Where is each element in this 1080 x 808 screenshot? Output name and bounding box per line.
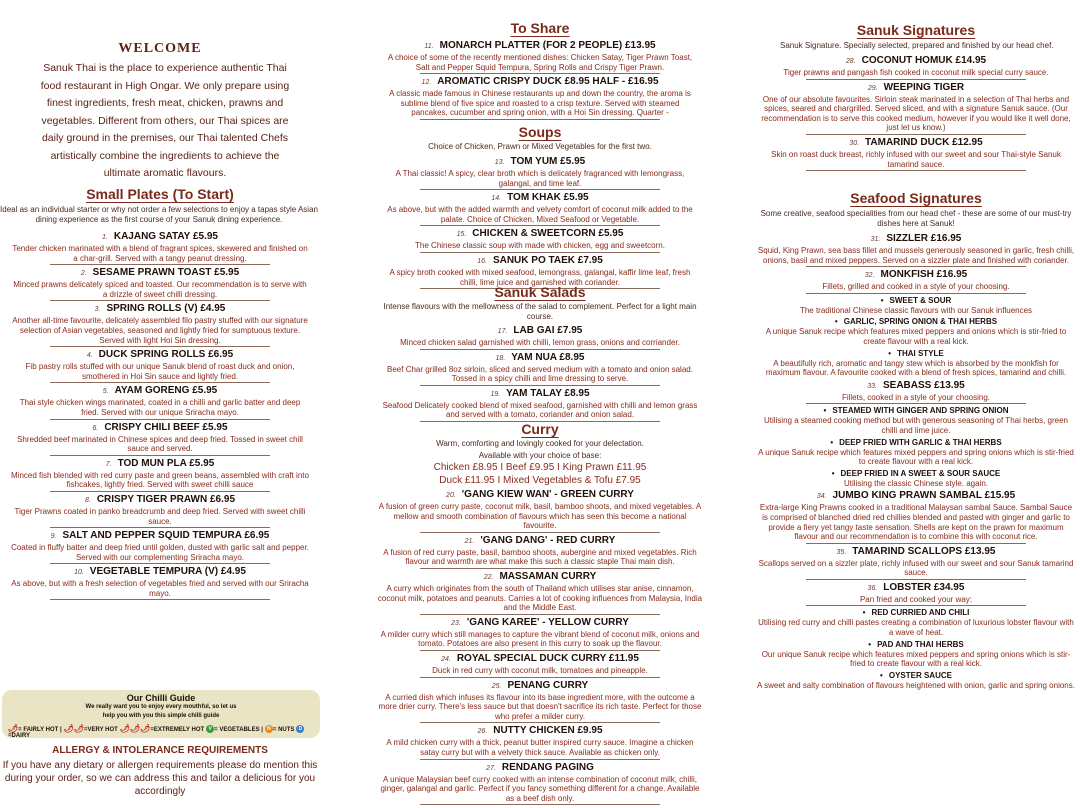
item-name: TOM KHAK £5.95 — [507, 192, 589, 204]
item-title — [372, 725, 708, 738]
item-name: SPRING ROLLS (V) £4.95 — [106, 303, 226, 315]
divider — [50, 419, 270, 420]
item-number: 24. — [441, 655, 451, 663]
divider — [50, 300, 270, 301]
item-number: 18. — [495, 354, 506, 362]
curry-intro: Warm, comforting and lovingly cooked for your delectation. — [436, 439, 644, 448]
item-name: TOD MUN PLA £5.95 — [117, 457, 215, 469]
item-title — [752, 380, 1080, 393]
item-title — [372, 535, 708, 548]
menu-item — [372, 535, 708, 569]
sub-option-description: Utilising red curry and chilli pastes creating a combination of luxurious lobster flavour with a wave of heat. — [758, 618, 1074, 638]
curry-base-line2: Duck £11.95 I Mixed Vegetables & Tofu £7.95 — [439, 475, 641, 486]
sub-option-title: • OYSTER SAUCE — [752, 671, 1080, 681]
item-number: 31. — [870, 236, 881, 243]
divider — [50, 455, 270, 456]
divider — [806, 543, 1026, 544]
sub-option-title: • DEEP FRIED WITH GARLIC & THAI HERBS — [752, 438, 1080, 448]
item-description: Beef Char grilled 8oz sirloin, sliced and served medium with a tomato and onion salad. Tossed in a spicy chilli and lime dressing to serve. — [387, 364, 693, 384]
legend-label: =DAIRY — [8, 733, 30, 740]
menu-item — [372, 653, 708, 678]
item-number: 12. — [421, 79, 432, 87]
item-title — [372, 680, 708, 693]
item-name: NUTTY CHICKEN £9.95 — [493, 725, 603, 737]
item-title — [372, 617, 708, 630]
divider — [420, 385, 660, 386]
item-description: Duck in red curry with coconut milk, tomatoes and pineapple. — [432, 665, 648, 675]
divider — [806, 605, 1026, 606]
menu-item — [752, 82, 1080, 135]
small-plates-title: Small Plates (To Start) — [86, 186, 234, 202]
item-name: AYAM GORENG £5.95 — [114, 385, 218, 397]
legend-label: =VERY HOT — [84, 727, 118, 733]
item-number: 5. — [102, 388, 109, 396]
item-name: AROMATIC CRISPY DUCK £8.95 HALF - £16.95 — [437, 76, 659, 88]
item-title — [752, 546, 1080, 559]
item-description: A spicy broth cooked with mixed seafood, lemongrass, galangal, kaffir lime leaf, fresh chilli, lime juice and garnished with coriander. — [389, 267, 691, 287]
item-description: A mild chicken curry with a thick, peanut butter inspired curry sauce. Imagine a chicken satay curry but with a velvety thick sauce. Available as chicken only. — [386, 738, 694, 757]
item-number: 10. — [74, 569, 84, 577]
menu-item — [372, 156, 708, 190]
divider — [420, 614, 660, 615]
item-title — [752, 490, 1080, 503]
item-number: 27. — [486, 764, 496, 772]
item-name: SANUK PO TAEK £7.95 — [492, 254, 603, 266]
menu-item — [0, 530, 320, 564]
divider — [806, 266, 1026, 267]
item-title — [752, 55, 1080, 68]
menu-item — [372, 352, 708, 386]
menu-item — [0, 458, 320, 492]
item-description: A curried dish which infuses its flavour into its base ingredient more, with the outcome a more drier curry. There's less sauce but that doesn't sacrifice its rich taste. Perfect for those who prefer a milder curry. — [378, 692, 702, 721]
item-description: A Thai classic! A spicy, clear broth which is delicately fragranced with lemongrass, galangal, and time leaf. — [395, 169, 685, 188]
dairy-icon: D — [296, 725, 304, 733]
item-name: WEEPING TIGER — [883, 81, 965, 93]
sub-option-description: Utilising the classic Chinese style. again. — [843, 478, 989, 488]
item-name: YAM TALAY £8.95 — [506, 387, 590, 399]
divider — [50, 264, 270, 265]
divider — [50, 491, 270, 492]
item-description: Squid, King Prawn, sea bass fillet and mussels generously seasoned in garlic, fresh chilli, onions, basil and mixed peppers. Served on a sizzler plate and finished with coriander. — [757, 246, 1075, 265]
divider — [806, 293, 1026, 294]
sub-option-description: A beautifully rich, aromatic and tangy stew which is absorbed by the monkfish for maximum flavour. A favourite cooked with a blend of fresh spices, tamarind and chilli. — [765, 358, 1067, 378]
divider — [806, 579, 1026, 580]
menu-item — [0, 231, 320, 265]
item-title — [752, 82, 1080, 95]
small-plates-section — [0, 186, 320, 602]
sub-option-description: Our unique Sanuk recipe which features mixed peppers and spring onions which is stir-fried to create flavour with a real kick. — [761, 649, 1071, 669]
divider — [50, 563, 270, 564]
signatures-list — [752, 55, 1080, 171]
item-title — [752, 269, 1080, 282]
item-name: KAJANG SATAY £5.95 — [113, 231, 218, 242]
item-number: 11. — [424, 43, 434, 50]
item-description: Fib pastry rolls stuffed with our unique Sanuk blend of roast duck and onion, smothered in Hoi Sin sauce and lightly fried. — [25, 362, 295, 381]
divider — [50, 346, 270, 347]
menu-item — [372, 725, 708, 759]
divider — [420, 722, 660, 723]
soups-section — [372, 124, 708, 291]
middle-column — [372, 0, 708, 808]
menu-item — [372, 680, 708, 724]
menu-item — [372, 40, 708, 74]
divider — [420, 189, 660, 190]
item-description: Extra-large King Prawns cooked in a traditional Malaysan sambal Sauce. Sambal Sauce is comprised of blanched dried red chillies blended and pasted with ginger and garlic to provide a fiery yet tangy taste sensation. Shells are kept on the prawn for maximum flavour and our recommendation is to combine this with coconut rice. — [759, 503, 1073, 542]
item-description: Tender chicken marinated with a blend of fragrant spices, skewered and finished on a char-grill. Served with a tangy peanut dressing. — [12, 244, 308, 263]
curry-base-line1: Chicken £8.95 I Beef £9.95 I King Prawn £11.95 — [433, 462, 647, 473]
divider — [420, 568, 660, 569]
item-title — [0, 267, 320, 280]
item-name: RENDANG PAGING — [501, 761, 594, 773]
menu-item — [752, 546, 1080, 580]
item-name: VEGETABLE TEMPURA (V) £4.95 — [89, 566, 246, 578]
menu-item — [752, 582, 1080, 691]
chili-icon: 🌶🌶 — [63, 724, 84, 733]
item-number: 22. — [483, 573, 494, 581]
item-number: 19. — [490, 390, 501, 398]
menu-item — [0, 349, 320, 383]
item-name: 'GANG KIEW WAN' - GREEN CURRY — [461, 489, 634, 500]
item-description: Skin on roast duck breast, richly infused with our sweet and sour Thai-style Sanuk tamarind sauce. — [771, 149, 1061, 169]
item-number: 16. — [477, 257, 487, 265]
item-name: LAB GAI £7.95 — [513, 325, 583, 336]
item-title — [0, 494, 320, 507]
chili-guide-line1: We really want you to enjoy every mouthful, so let us — [85, 704, 237, 710]
curry-list — [372, 489, 708, 805]
legend-label: = NUTS — [272, 727, 295, 733]
item-description: Scallops served on a sizzler plate, richly infused with our sweet and sour Sanuk tamarind sauce. — [758, 558, 1074, 578]
divider — [420, 759, 660, 760]
curry-section — [372, 421, 708, 807]
item-title — [752, 582, 1080, 595]
sub-option-title: • THAI STYLE — [752, 349, 1080, 359]
item-number: 20. — [446, 492, 456, 499]
sub-option-title: • STEAMED WITH GINGER AND SPRING ONION — [752, 406, 1080, 416]
item-number: 6. — [92, 424, 99, 432]
item-description: A milder curry which still manages to capture the vibrant blend of coconut milk, onions and tomato. Potatoes are also present in this curry to soak up the flavour. — [380, 629, 700, 649]
item-name: SESAME PRAWN TOAST £5.95 — [92, 267, 240, 279]
item-name: JUMBO KING PRAWN SAMBAL £15.95 — [832, 490, 1016, 502]
vegetables-icon: V — [206, 725, 214, 733]
item-name: DUCK SPRING ROLLS £6.95 — [98, 349, 234, 361]
item-name: YAM NUA £8.95 — [511, 351, 585, 363]
item-number: 7. — [105, 460, 112, 468]
item-name: MONARCH PLATTER (FOR 2 PEOPLE) £13.95 — [439, 40, 656, 51]
legend-label: =EXTREMELY HOT — [150, 727, 205, 733]
seafood-section — [752, 190, 1080, 692]
item-number: 23. — [451, 619, 461, 627]
item-description: Coated in fluffy batter and deep fried until golden, dusted with garlic salt and pepper. Served with our complementing Sriracha mayo. — [11, 543, 309, 562]
item-number: 30. — [849, 139, 860, 147]
item-description: Seafood Delicately cooked blend of mixed seafood, garnished with chilli and lemon grass and served with a tomato, coriander and onion salad. — [382, 400, 698, 420]
menu-item — [0, 385, 320, 419]
item-title — [0, 530, 320, 543]
item-description: Tiger Prawns coated in panko breadcrumb and deep fried. Served with sweet chilli sauce. — [14, 506, 306, 526]
curry-title: Curry — [521, 421, 559, 437]
divider — [420, 677, 660, 678]
item-title — [372, 228, 708, 241]
soups-title: Soups — [518, 124, 562, 140]
item-description: A choice of some of the recently mentioned dishes: Chicken Satay, Tiger Prawn Toast, Salt and Pepper Squid Tempura, Spring Rolls and Crispy Tiger Prawn. — [387, 53, 693, 72]
item-name: CHICKEN & SWEETCORN £5.95 — [472, 228, 624, 240]
item-description: A fusion of red curry paste, basil, bamboo shoots, aubergine and mixed vegetables. Rich flavour and warmth are what make this such a classic staple Thai main dish. — [383, 547, 697, 567]
item-title — [0, 458, 320, 471]
item-description: Fillets, grilled and cooked in a style of your choosing. — [822, 282, 1010, 292]
sub-option-title: • RED CURRIED AND CHILI — [752, 608, 1080, 618]
item-name: LOBSTER £34.95 — [883, 581, 965, 593]
item-title — [0, 349, 320, 362]
item-description: Shredded beef marinated in Chinese spices and deep fried. Tossed in sweet chill sauce and served. — [17, 434, 303, 454]
right-column — [752, 0, 1080, 808]
legend-label: = VEGETABLES | — [214, 727, 263, 733]
item-title — [372, 192, 708, 205]
menu-item — [372, 571, 708, 615]
menu-item — [752, 269, 1080, 378]
item-title — [372, 653, 708, 666]
item-description: A fusion of green curry paste, coconut milk, basil, bamboo shoots, and mixed vegetables. A mellow and smooth combination of flavours which has seen this become a national favourite. — [378, 502, 702, 531]
item-number: 4. — [86, 352, 93, 360]
item-description: As above, but with a fresh selection of vegetables fried and served with our Sriracha mayo. — [11, 579, 309, 598]
salads-section — [372, 284, 708, 424]
chili-guide-title: Our Chilli Guide — [126, 693, 196, 703]
divider — [420, 650, 660, 651]
allergy-text: If you have any dietary or allergen requirements please do mention this during your order, so we can address this and tailor a delicious for you accordingly — [2, 760, 318, 797]
item-number: 26. — [477, 728, 488, 736]
left-column — [0, 0, 320, 808]
menu-item — [0, 303, 320, 347]
item-title — [372, 255, 708, 268]
item-number: 36. — [867, 584, 878, 592]
item-number: 14. — [491, 195, 502, 203]
small-plates-intro: Ideal as an individual starter or why not order a few selections to enjoy a tapas style Asian dining experience as the first course of your Sanuk dining experience. — [0, 205, 318, 224]
item-name: SEABASS £13.95 — [883, 379, 965, 391]
chili-guide — [2, 690, 320, 738]
item-title — [372, 76, 708, 89]
item-title — [372, 352, 708, 365]
sub-option-title: • PAD AND THAI HERBS — [752, 640, 1080, 650]
sub-option-description: A unique Sanuk recipe which features mixed peppers and spring onions which is stir-fried to create flavour with a real kick. — [758, 447, 1074, 467]
item-description: Minced fish blended with red curry paste and green beans, assembled with craft into fishcakes, lightly fried. Served with sweet chilli sauce — [11, 470, 309, 490]
salads-title: Sanuk Salads — [494, 284, 586, 300]
item-name: COCONUT HOMUK £14.95 — [861, 55, 987, 66]
item-number: 1. — [102, 234, 108, 241]
item-description: Minced prawns delicately spiced and toasted. Our recommendation is to serve with a drizzle of sweet chilli dressing. — [13, 280, 307, 299]
item-number: 15. — [456, 231, 467, 239]
item-title — [372, 388, 708, 401]
item-title — [752, 233, 1080, 246]
divider — [806, 79, 1026, 80]
item-description: Pan fried and cooked your way: — [859, 594, 973, 604]
item-name: ROYAL SPECIAL DUCK CURRY £11.95 — [456, 652, 639, 664]
salads-list — [372, 325, 708, 422]
item-title — [372, 325, 708, 338]
item-title — [372, 571, 708, 584]
item-number: 13. — [494, 159, 505, 166]
item-number: 8. — [84, 496, 91, 504]
item-title — [372, 156, 708, 169]
item-name: TAMARIND SCALLOPS £13.95 — [852, 545, 996, 557]
item-name: MONKFISH £16.95 — [880, 269, 968, 281]
menu-item — [0, 267, 320, 301]
sub-option-description: A sweet and salty combination of flavours heightened with onion, garlic and spring onions. — [757, 680, 1075, 690]
to-share-section — [372, 20, 708, 122]
menu-item — [372, 325, 708, 350]
item-description: Minced chicken salad garnished with chilli, lemon grass, onions and corriander. — [400, 338, 680, 347]
item-name: MASSAMAN CURRY — [499, 570, 597, 582]
divider — [806, 403, 1026, 404]
to-share-title: To Share — [510, 20, 570, 36]
salads-intro: Intense flavours with the mellowness of the salad to complement. Perfect for a light main course. — [383, 302, 697, 321]
sub-option-title: • GARLIC, SPRING ONION & THAI HERBS — [752, 317, 1080, 327]
divider — [806, 134, 1026, 135]
menu-item — [372, 388, 708, 422]
welcome-title: WELCOME — [118, 41, 202, 57]
chili-legend — [2, 724, 320, 739]
item-number: 35. — [836, 548, 847, 556]
sub-option-description: A unique Sanuk recipe which features mixed peppers and onions which is stir-fried to create flavour with a real kick. — [765, 327, 1067, 346]
menu-item — [372, 617, 708, 651]
item-description: One of our absolute favourites. Sirloin steak marinated in a selection of Thai herbs and spices, seared and chargrilled. Served sliced, and with a signature Sanuk sauce. (Our recommendation is to serve this cooked medium, however if you would like it well done, just let us know.) — [761, 94, 1071, 133]
item-name: TOM YUM £5.95 — [510, 156, 586, 167]
divider — [420, 119, 660, 120]
menu-item — [372, 489, 708, 533]
item-title — [0, 566, 320, 579]
item-number: 33. — [867, 382, 877, 390]
item-description: Tiger prawns and pangash fish cooked in coconut milk special curry sauce. — [783, 68, 1049, 77]
sub-option-description: The traditional Chinese classic flavours with our Sanuk influences — [799, 305, 1033, 315]
allergy-title: ALLERGY & INTOLERANCE REQUIREMENTS — [52, 745, 268, 756]
divider — [806, 170, 1026, 171]
menu-item — [752, 55, 1080, 80]
item-name: 'GANG DANG' - RED CURRY — [480, 534, 616, 546]
item-title — [372, 489, 708, 502]
divider — [50, 527, 270, 528]
menu-item — [372, 76, 708, 120]
item-description: A curry which originates from the south of Thailand which utilises star anise, cinnamon, coconut milk, potatoes and peanuts. Carries a lot of cooking influences from Malaysia, India and the Middle East. — [377, 583, 703, 613]
item-number: 21. — [464, 537, 475, 545]
item-name: CRISPY TIGER PRAWN £6.95 — [96, 493, 236, 505]
menu-item — [752, 233, 1080, 267]
menu-item — [0, 422, 320, 456]
item-title — [372, 40, 708, 53]
nuts-icon: N — [265, 725, 273, 733]
sub-option-title: • SWEET & SOUR — [752, 296, 1080, 306]
small-plates-list — [0, 231, 320, 600]
item-name: 'GANG KAREE' - YELLOW CURRY — [466, 616, 629, 628]
item-number: 32. — [864, 272, 875, 280]
item-description: Thai style chicken wings marinated, coated in a chilli and garlic batter and deep fried. Served with our unique Sriracha mayo. — [19, 398, 301, 417]
item-description: Fillets, cooked in a style of your choosing. — [841, 392, 991, 402]
curry-base-label: Available with your choice of base: — [478, 451, 602, 460]
welcome-text: Sanuk Thai is the place to experience authentic Thai food restaurant in High Ongar. We only prepare using finest ingredients, fresh meat, chicken, prawns and vegetables. Different from others, our Thai spices are daily ground in the premises, our Thai talented Chefs artistically combine the ingredients to achieve the ultimate aromatic flavours. — [40, 62, 290, 179]
chili-icon: 🌶 — [8, 724, 19, 733]
seafood-list — [752, 233, 1080, 690]
item-name: CRISPY CHILI BEEF £5.95 — [104, 421, 228, 433]
menu-item — [372, 228, 708, 253]
item-title — [752, 137, 1080, 150]
divider — [420, 252, 660, 253]
legend-label: = FAIRLY HOT | — [18, 727, 62, 733]
menu-item — [372, 192, 708, 226]
divider — [50, 599, 270, 600]
sub-option-title: • DEEP FRIED IN A SWEET & SOUR SAUCE — [752, 469, 1080, 479]
item-title — [0, 303, 320, 316]
menu-item — [372, 762, 708, 806]
divider — [420, 532, 660, 533]
chili-icon: 🌶🌶🌶 — [119, 724, 151, 733]
soups-list — [372, 156, 708, 289]
item-number: 34. — [816, 493, 827, 501]
signatures-intro: Sanuk Signature. Specially selected, prepared and finished by our head chef. — [780, 41, 1054, 50]
divider — [420, 225, 660, 226]
item-number: 25. — [491, 682, 502, 690]
item-title — [0, 231, 320, 244]
divider — [420, 804, 660, 805]
menu-item — [752, 380, 1080, 489]
menu-item — [752, 490, 1080, 543]
seafood-title: Seafood Signatures — [850, 190, 982, 206]
menu-item — [0, 566, 320, 600]
to-share-list — [372, 40, 708, 120]
item-description: The Chinese classic soup with made with chicken, egg and sweetcorn. — [415, 241, 665, 251]
item-description: A unique Malaysian beef curry cooked with an intense combination of coconut milk, chilli, ginger, galangal and garlic. Perfect if you fancy something different for a change. Available as a beef dish only. — [380, 774, 700, 803]
menu-item — [752, 137, 1080, 171]
sub-option-description: Utilising a steamed cooking method but with generous seasoning of Thai herbs, green chilli and lime juice. — [763, 416, 1069, 435]
divider — [420, 349, 660, 350]
item-title — [372, 762, 708, 775]
signatures-title: Sanuk Signatures — [856, 22, 976, 38]
item-number: 9. — [50, 533, 57, 541]
item-name: SIZZLER £16.95 — [886, 233, 962, 244]
item-number: 2. — [80, 270, 87, 278]
item-number: 3. — [94, 306, 101, 314]
item-number: 17. — [497, 328, 508, 335]
item-description: Another all-time favourite, delicately assembled filo pastry stuffed with our signature selection of Asian vegetables, seasoned and lightly fried for sumptuous texture. Served with light Hoi Sin dressing. — [12, 316, 308, 345]
signatures-section — [752, 22, 1080, 173]
item-description: As above, but with the added warmth and velvety comfort of coconut milk added to the palate. Choice of Chicken, Mixed Seafood or Vegetable. — [387, 205, 693, 224]
item-title — [0, 385, 320, 398]
item-name: TAMARIND DUCK £12.95 — [865, 136, 983, 148]
item-number: 28. — [845, 58, 856, 65]
divider — [50, 382, 270, 383]
soups-intro: Choice of Chicken, Prawn or Mixed Vegetables for the first two. — [428, 142, 652, 151]
item-description: A classic made famous in Chinese restaurants up and down the country, the aroma is sublime blend of five spice and roasted to a crisp texture. Served with steamed pancakes, cucumber and spring onion, with a Hoi Sin dressing. Quarter - — [389, 89, 691, 118]
chili-guide-line2: help you with you this simple chilli guide — [102, 713, 220, 719]
item-title — [0, 422, 320, 435]
divider — [420, 73, 660, 74]
item-name: SALT AND PEPPER SQUID TEMPURA £6.95 — [62, 530, 270, 542]
menu-item — [0, 494, 320, 528]
seafood-intro: Some creative, seafood specialities from our head chef - these are some of our must-try dishes here at Sanuk! — [760, 209, 1072, 228]
item-name: PENANG CURRY — [507, 679, 589, 691]
item-number: 29. — [867, 84, 878, 92]
